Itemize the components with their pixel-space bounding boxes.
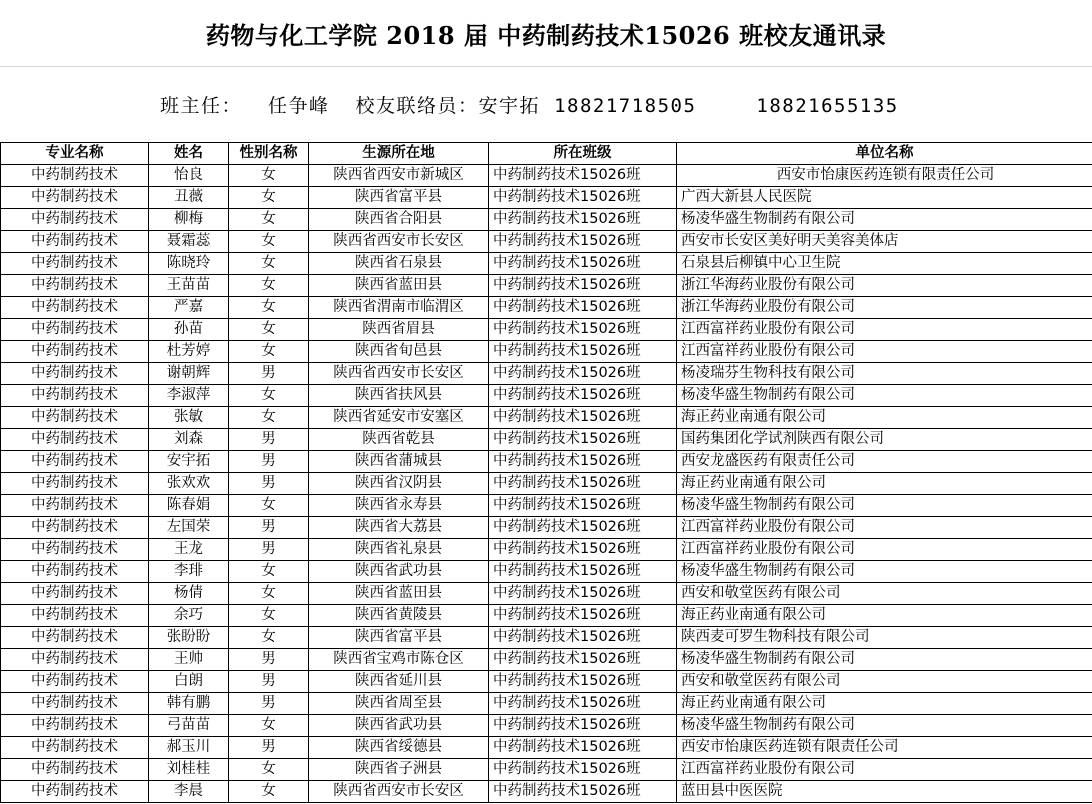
cell-origin: 陕西省西安市长安区 [309,781,489,803]
cell-class: 中药制药技术15026班 [489,165,677,187]
cell-employer: 海正药业南通有限公司 [677,407,1092,429]
cell-employer: 蓝田县中医医院 [677,781,1092,803]
column-header-name: 姓名 [149,143,229,165]
cell-gender: 女 [229,297,309,319]
cell-name: 韩有鹏 [149,693,229,715]
cell-employer: 陕西麦可罗生物科技有限公司 [677,627,1092,649]
cell-name: 李淑萍 [149,385,229,407]
cell-gender: 女 [229,319,309,341]
cell-employer: 江西富祥药业股份有限公司 [677,759,1092,781]
cell-class: 中药制药技术15026班 [489,715,677,737]
cell-class: 中药制药技术15026班 [489,583,677,605]
cell-major: 中药制药技术 [1,715,149,737]
cell-name: 张盼盼 [149,627,229,649]
cell-gender: 女 [229,561,309,583]
cell-major: 中药制药技术 [1,649,149,671]
cell-major: 中药制药技术 [1,693,149,715]
cell-class: 中药制药技术15026班 [489,363,677,385]
cell-name: 张敏 [149,407,229,429]
liaison-phone-2: 18821655135 [756,94,899,117]
cell-class: 中药制药技术15026班 [489,407,677,429]
head-teacher-name: 任争峰 [268,94,330,117]
table-row [1,231,1092,253]
column-header-gender: 性别名称 [229,143,309,165]
table-body [1,165,1092,803]
cell-employer: 江西富祥药业股份有限公司 [677,341,1092,363]
column-header-major: 专业名称 [1,143,149,165]
cell-name: 谢朝辉 [149,363,229,385]
cell-name: 严嘉 [149,297,229,319]
cell-major: 中药制药技术 [1,429,149,451]
cell-employer: 杨凌瑞芬生物科技有限公司 [677,363,1092,385]
column-header-employer: 单位名称 [677,143,1092,165]
table-row [1,671,1092,693]
cell-name: 王帅 [149,649,229,671]
cell-major: 中药制药技术 [1,627,149,649]
table-row [1,495,1092,517]
cell-name: 刘森 [149,429,229,451]
cell-employer: 西安龙盛医药有限责任公司 [677,451,1092,473]
cell-major: 中药制药技术 [1,385,149,407]
liaison-phone-1: 18821718505 [554,94,697,117]
cell-major: 中药制药技术 [1,407,149,429]
cell-major: 中药制药技术 [1,253,149,275]
cell-origin: 陕西省汉阴县 [309,473,489,495]
cell-name: 王龙 [149,539,229,561]
cell-class: 中药制药技术15026班 [489,385,677,407]
cell-name: 安宇拓 [149,451,229,473]
cell-employer: 西安市长安区美好明天美容美体店 [677,231,1092,253]
cell-major: 中药制药技术 [1,275,149,297]
table-row [1,627,1092,649]
cell-employer: 江西富祥药业股份有限公司 [677,517,1092,539]
cell-employer: 杨凌华盛生物制药有限公司 [677,715,1092,737]
cell-origin: 陕西省眉县 [309,319,489,341]
cell-class: 中药制药技术15026班 [489,737,677,759]
cell-major: 中药制药技术 [1,187,149,209]
table-row [1,209,1092,231]
table-row [1,781,1092,803]
cell-origin: 陕西省渭南市临渭区 [309,297,489,319]
info-band [0,66,1092,142]
cell-gender: 女 [229,495,309,517]
cell-name: 左国荣 [149,517,229,539]
cell-employer: 西安市怡康医药连锁有限责任公司 [677,737,1092,759]
cell-gender: 男 [229,693,309,715]
cell-gender: 女 [229,341,309,363]
cell-employer: 浙江华海药业股份有限公司 [677,275,1092,297]
cell-name: 弓苗苗 [149,715,229,737]
cell-employer: 西安和敬堂医药有限公司 [677,583,1092,605]
cell-name: 李晨 [149,781,229,803]
cell-major: 中药制药技术 [1,759,149,781]
cell-origin: 陕西省子洲县 [309,759,489,781]
cell-class: 中药制药技术15026班 [489,627,677,649]
cell-employer: 海正药业南通有限公司 [677,693,1092,715]
cell-major: 中药制药技术 [1,473,149,495]
table-row [1,165,1092,187]
title-band [0,0,1092,67]
cell-gender: 女 [229,385,309,407]
cell-gender: 男 [229,737,309,759]
cell-gender: 女 [229,715,309,737]
cell-gender: 女 [229,759,309,781]
cell-origin: 陕西省永寿县 [309,495,489,517]
table-row [1,385,1092,407]
table-row [1,693,1092,715]
table-row [1,187,1092,209]
cell-origin: 陕西省延川县 [309,671,489,693]
cell-origin: 陕西省宝鸡市陈仓区 [309,649,489,671]
cell-gender: 女 [229,781,309,803]
table-row [1,737,1092,759]
cell-origin: 陕西省武功县 [309,715,489,737]
liaison-label: 校友联络员： [355,94,479,117]
cell-origin: 陕西省礼泉县 [309,539,489,561]
cell-major: 中药制药技术 [1,561,149,583]
cell-class: 中药制药技术15026班 [489,275,677,297]
cell-gender: 女 [229,583,309,605]
cell-gender: 女 [229,187,309,209]
cell-class: 中药制药技术15026班 [489,473,677,495]
cell-name: 王苗苗 [149,275,229,297]
cell-employer: 杨凌华盛生物制药有限公司 [677,209,1092,231]
cell-name: 白朗 [149,671,229,693]
class-info [160,91,925,118]
cell-gender: 男 [229,517,309,539]
liaison-name: 安宇拓 [478,94,541,117]
cell-employer: 江西富祥药业股份有限公司 [677,539,1092,561]
cell-class: 中药制药技术15026班 [489,187,677,209]
cell-origin: 陕西省旬邑县 [309,341,489,363]
cell-name: 刘桂桂 [149,759,229,781]
cell-employer: 石泉县后柳镇中心卫生院 [677,253,1092,275]
cell-class: 中药制药技术15026班 [489,781,677,803]
cell-major: 中药制药技术 [1,363,149,385]
cell-origin: 陕西省西安市新城区 [309,165,489,187]
cell-class: 中药制药技术15026班 [489,209,677,231]
cell-gender: 男 [229,363,309,385]
table-row [1,715,1092,737]
cell-employer: 西安市怡康医药连锁有限责任公司 [677,165,1092,187]
cell-class: 中药制药技术15026班 [489,561,677,583]
cell-class: 中药制药技术15026班 [489,341,677,363]
cell-gender: 男 [229,429,309,451]
table-row [1,561,1092,583]
cell-name: 陈晓玲 [149,253,229,275]
alumni-table [0,142,1092,803]
cell-name: 孙苗 [149,319,229,341]
cell-origin: 陕西省合阳县 [309,209,489,231]
cell-major: 中药制药技术 [1,495,149,517]
page-title: 药物与化工学院 2018 届 中药制药技术15026 班校友通讯录 [205,20,887,50]
cell-origin: 陕西省蓝田县 [309,583,489,605]
cell-name: 郝玉川 [149,737,229,759]
cell-gender: 女 [229,407,309,429]
cell-gender: 女 [229,275,309,297]
cell-employer: 杨凌华盛生物制药有限公司 [677,561,1092,583]
cell-major: 中药制药技术 [1,231,149,253]
cell-major: 中药制药技术 [1,605,149,627]
cell-gender: 女 [229,231,309,253]
cell-employer: 广西大新县人民医院 [677,187,1092,209]
cell-class: 中药制药技术15026班 [489,517,677,539]
cell-class: 中药制药技术15026班 [489,297,677,319]
cell-gender: 女 [229,253,309,275]
cell-major: 中药制药技术 [1,341,149,363]
table-row [1,253,1092,275]
cell-class: 中药制药技术15026班 [489,649,677,671]
table-header-row [1,143,1092,165]
table-row [1,583,1092,605]
cell-major: 中药制药技术 [1,451,149,473]
cell-major: 中药制药技术 [1,165,149,187]
cell-class: 中药制药技术15026班 [489,253,677,275]
cell-name: 张欢欢 [149,473,229,495]
table-row [1,297,1092,319]
cell-class: 中药制药技术15026班 [489,451,677,473]
cell-employer: 杨凌华盛生物制药有限公司 [677,385,1092,407]
table-row [1,605,1092,627]
cell-origin: 陕西省扶风县 [309,385,489,407]
cell-origin: 陕西省西安市长安区 [309,363,489,385]
cell-employer: 杨凌华盛生物制药有限公司 [677,649,1092,671]
table-row [1,517,1092,539]
cell-gender: 女 [229,627,309,649]
cell-gender: 男 [229,451,309,473]
column-header-origin: 生源所在地 [309,143,489,165]
cell-name: 聂霜蕊 [149,231,229,253]
head-teacher-label: 班主任： [160,94,243,117]
table-row [1,649,1092,671]
table-row [1,473,1092,495]
table-row [1,759,1092,781]
cell-gender: 女 [229,209,309,231]
cell-employer: 江西富祥药业股份有限公司 [677,319,1092,341]
cell-origin: 陕西省西安市长安区 [309,231,489,253]
cell-origin: 陕西省乾县 [309,429,489,451]
cell-origin: 陕西省绥德县 [309,737,489,759]
table-row [1,275,1092,297]
cell-major: 中药制药技术 [1,517,149,539]
cell-major: 中药制药技术 [1,297,149,319]
cell-class: 中药制药技术15026班 [489,605,677,627]
cell-name: 杨倩 [149,583,229,605]
cell-origin: 陕西省大荔县 [309,517,489,539]
cell-class: 中药制药技术15026班 [489,539,677,561]
cell-class: 中药制药技术15026班 [489,671,677,693]
cell-gender: 女 [229,165,309,187]
cell-origin: 陕西省富平县 [309,627,489,649]
cell-employer: 西安和敬堂医药有限公司 [677,671,1092,693]
cell-major: 中药制药技术 [1,737,149,759]
column-header-class: 所在班级 [489,143,677,165]
cell-gender: 男 [229,539,309,561]
table-row [1,407,1092,429]
cell-major: 中药制药技术 [1,583,149,605]
cell-gender: 女 [229,605,309,627]
cell-name: 杜芳婷 [149,341,229,363]
cell-origin: 陕西省蓝田县 [309,275,489,297]
cell-name: 柳梅 [149,209,229,231]
cell-major: 中药制药技术 [1,209,149,231]
cell-origin: 陕西省周至县 [309,693,489,715]
cell-origin: 陕西省黄陵县 [309,605,489,627]
cell-class: 中药制药技术15026班 [489,231,677,253]
cell-name: 李琲 [149,561,229,583]
cell-employer: 国药集团化学试剂陕西有限公司 [677,429,1092,451]
cell-origin: 陕西省蒲城县 [309,451,489,473]
cell-origin: 陕西省富平县 [309,187,489,209]
cell-employer: 海正药业南通有限公司 [677,605,1092,627]
cell-gender: 男 [229,649,309,671]
cell-employer: 杨凌华盛生物制药有限公司 [677,495,1092,517]
cell-origin: 陕西省武功县 [309,561,489,583]
cell-origin: 陕西省延安市安塞区 [309,407,489,429]
cell-major: 中药制药技术 [1,781,149,803]
cell-name: 怡良 [149,165,229,187]
cell-major: 中药制药技术 [1,319,149,341]
cell-gender: 男 [229,473,309,495]
table-row [1,429,1092,451]
table-row [1,341,1092,363]
cell-class: 中药制药技术15026班 [489,319,677,341]
cell-class: 中药制药技术15026班 [489,693,677,715]
table-row [1,363,1092,385]
cell-gender: 男 [229,671,309,693]
cell-class: 中药制药技术15026班 [489,495,677,517]
cell-origin: 陕西省石泉县 [309,253,489,275]
cell-name: 陈春娟 [149,495,229,517]
cell-name: 丑薇 [149,187,229,209]
cell-major: 中药制药技术 [1,539,149,561]
cell-employer: 浙江华海药业股份有限公司 [677,297,1092,319]
cell-major: 中药制药技术 [1,671,149,693]
cell-name: 余巧 [149,605,229,627]
table-row [1,451,1092,473]
cell-class: 中药制药技术15026班 [489,759,677,781]
cell-employer: 海正药业南通有限公司 [677,473,1092,495]
table-row [1,539,1092,561]
cell-class: 中药制药技术15026班 [489,429,677,451]
table-row [1,319,1092,341]
